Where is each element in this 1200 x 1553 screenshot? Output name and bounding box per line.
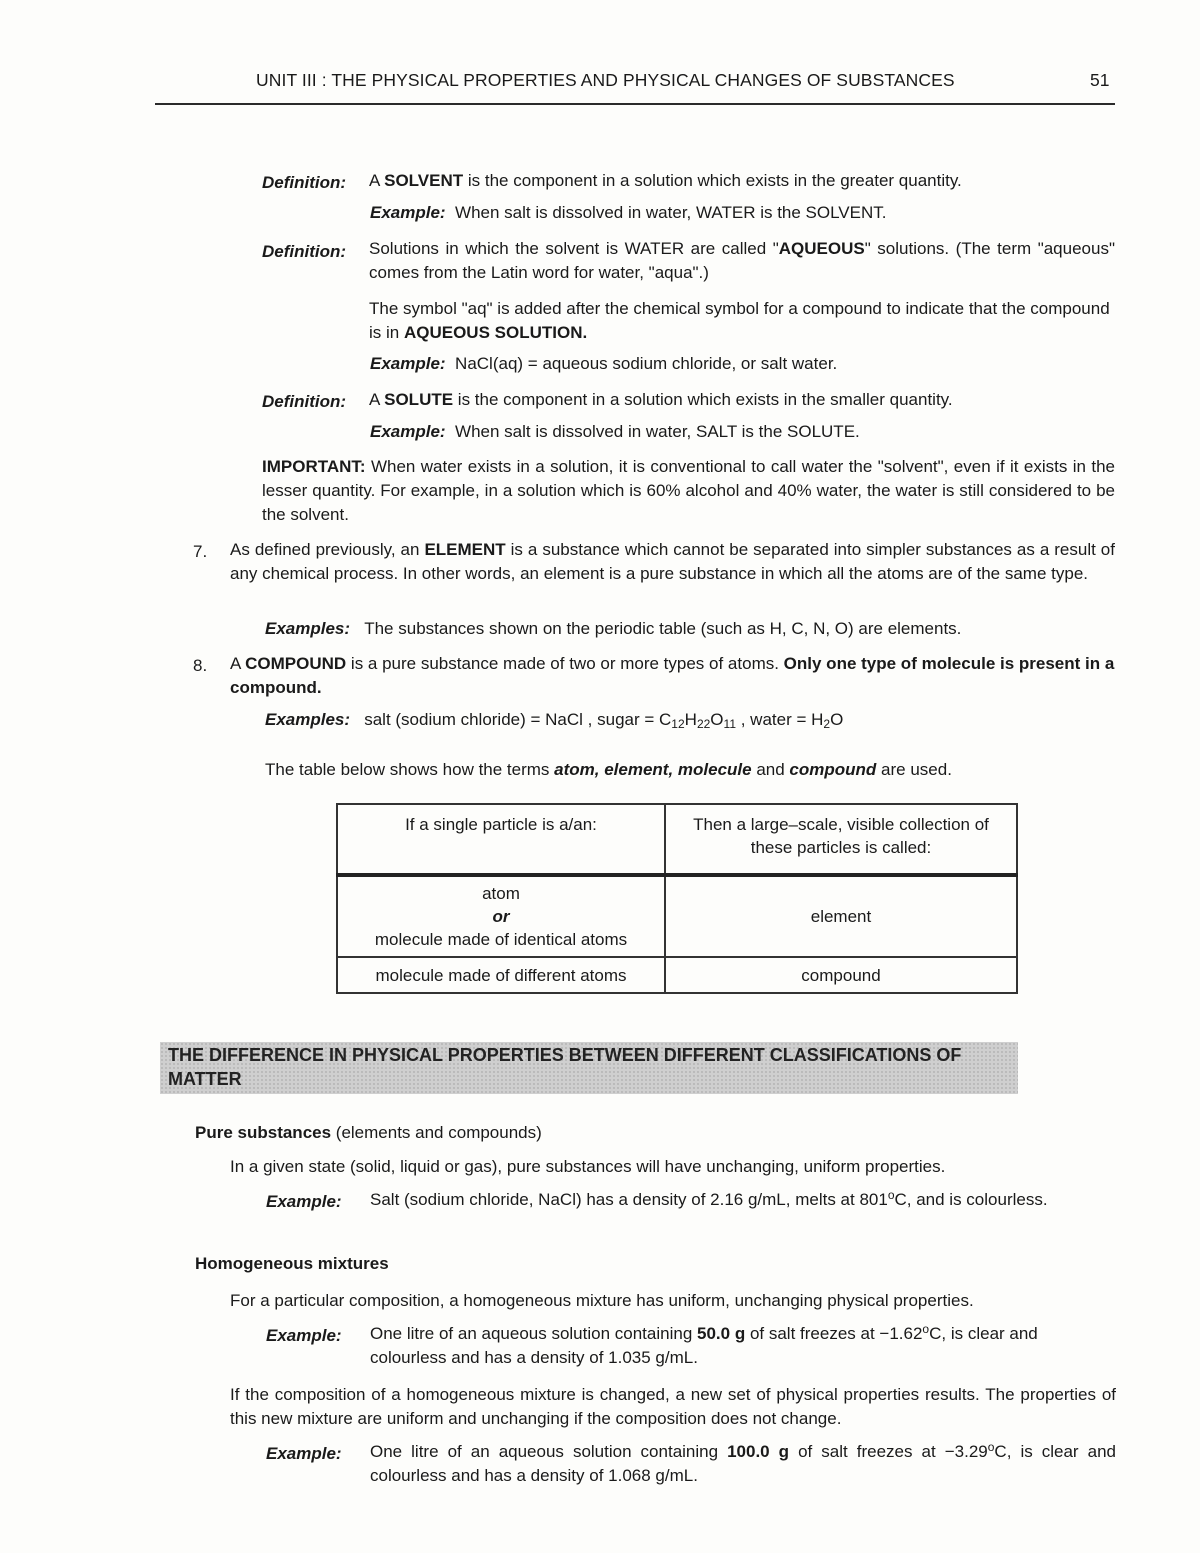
example-label: Example:: [266, 1326, 342, 1345]
aqueous-symbol-note: The symbol "aq" is added after the chemical symbol for a compound to indicate that the compound is in AQUEOUS SOLUTION.: [369, 299, 1110, 342]
terms-table: [336, 803, 1018, 994]
item-number: 7.: [193, 542, 208, 561]
header-rule: [155, 103, 1115, 105]
solute-definition: A SOLUTE is the component in a solution which exists in the smaller quantity.: [369, 390, 953, 409]
table-header-cell: Then a large–scale, visible collection of these particles is called:: [665, 804, 1017, 875]
aqueous-term: AQUEOUS: [778, 239, 865, 258]
table-cell: atom or molecule made of identical atoms: [337, 875, 665, 957]
homogeneous-example-2: One litre of an aqueous solution containing 100.0 g of salt freezes at $-3.29^oC$, is clear and colourless and has a density of 1.068 g/mL.: [370, 1440, 1116, 1485]
solute-term: SOLUTE: [384, 390, 454, 409]
definition-label: Definition:: [262, 173, 347, 192]
item-number: 8.: [193, 656, 208, 675]
pure-substances-example: Salt (sodium chloride, NaCl) has a density of 2.16 g/mL, melts at 801$^o$C, and is colourless.: [370, 1188, 1048, 1209]
table-intro: The table below shows how the terms atom, element, molecule and compound are used.: [265, 760, 952, 779]
page-number: 51: [1090, 70, 1110, 90]
compound-term: COMPOUND: [245, 654, 347, 673]
element-definition: As defined previously, an ELEMENT is a substance which cannot be separated into simpler substances as a result of any chemical process. In other words, an element is a pure substance in which all the atoms are of the same type.: [230, 540, 1115, 583]
compound-examples: Examples: salt (sodium chloride) = NaCl , sugar = $C_{12}H_{22}O_{11}$ , water = $H_2O$: [265, 710, 844, 731]
table-cell: molecule made of different atoms: [337, 957, 665, 993]
element-term: ELEMENT: [424, 540, 506, 559]
section-heading: THE DIFFERENCE IN PHYSICAL PROPERTIES BETWEEN DIFFERENT CLASSIFICATIONS OF MATTER: [168, 1045, 962, 1089]
homogeneous-heading: Homogeneous mixtures: [195, 1254, 389, 1273]
element-examples: Examples: The substances shown on the periodic table (such as H, C, N, O) are elements.: [265, 619, 962, 638]
example-label: Example:: [266, 1444, 342, 1463]
table-cell: compound: [665, 957, 1017, 993]
table-cell: element: [665, 875, 1017, 957]
homogeneous-text: For a particular composition, a homogeneous mixture has uniform, unchanging physical properties.: [230, 1291, 974, 1310]
solvent-term: SOLVENT: [384, 171, 464, 190]
pure-substances-text: In a given state (solid, liquid or gas), pure substances will have unchanging, uniform properties.: [230, 1157, 946, 1176]
pure-substances-heading: Pure substances (elements and compounds): [195, 1123, 542, 1142]
table-row: [337, 875, 1017, 957]
compound-definition: A COMPOUND is a pure substance made of two or more types of atoms. Only one type of molecule is present in a compound.: [230, 654, 1115, 697]
solvent-example: Example: When salt is dissolved in water, WATER is the SOLVENT.: [370, 203, 887, 222]
definition-label: Definition:: [262, 392, 347, 411]
table-header-cell: If a single particle is a/an:: [337, 804, 665, 875]
homogeneous-composition-text: If the composition of a homogeneous mixture is changed, a new set of physical properties results. The properties of this new mixture are uniform and unchanging if the composition does not change.: [230, 1385, 1116, 1428]
solute-example: Example: When salt is dissolved in water, SALT is the SOLUTE.: [370, 422, 860, 441]
solvent-definition: A SOLVENT is the component in a solution which exists in the greater quantity.: [369, 171, 962, 190]
running-header: UNIT III : THE PHYSICAL PROPERTIES AND PHYSICAL CHANGES OF SUBSTANCES: [256, 70, 955, 90]
homogeneous-example-1: One litre of an aqueous solution containing 50.0 g of salt freezes at $-1.62^oC$, is clear and colourless and has a density of 1.035 g/mL.: [370, 1322, 1038, 1367]
important-note: IMPORTANT: When water exists in a solution, it is conventional to call water the "solvent", even if it exists in the lesser quantity. For example, in a solution which is 60% alcohol and 40% water, the water is still considered to be the solvent.: [262, 457, 1115, 524]
table-row: [337, 957, 1017, 993]
aqueous-definition: Solutions in which the solvent is WATER are called "AQUEOUS" solutions. (The term "aqueous" comes from the Latin word for water, "aqua".): [369, 239, 1115, 282]
example-label: Example:: [266, 1192, 342, 1211]
table-header-row: [337, 804, 1017, 875]
definition-label: Definition:: [262, 242, 347, 261]
aqueous-example: Example: NaCl(aq) = aqueous sodium chloride, or salt water.: [370, 354, 838, 373]
